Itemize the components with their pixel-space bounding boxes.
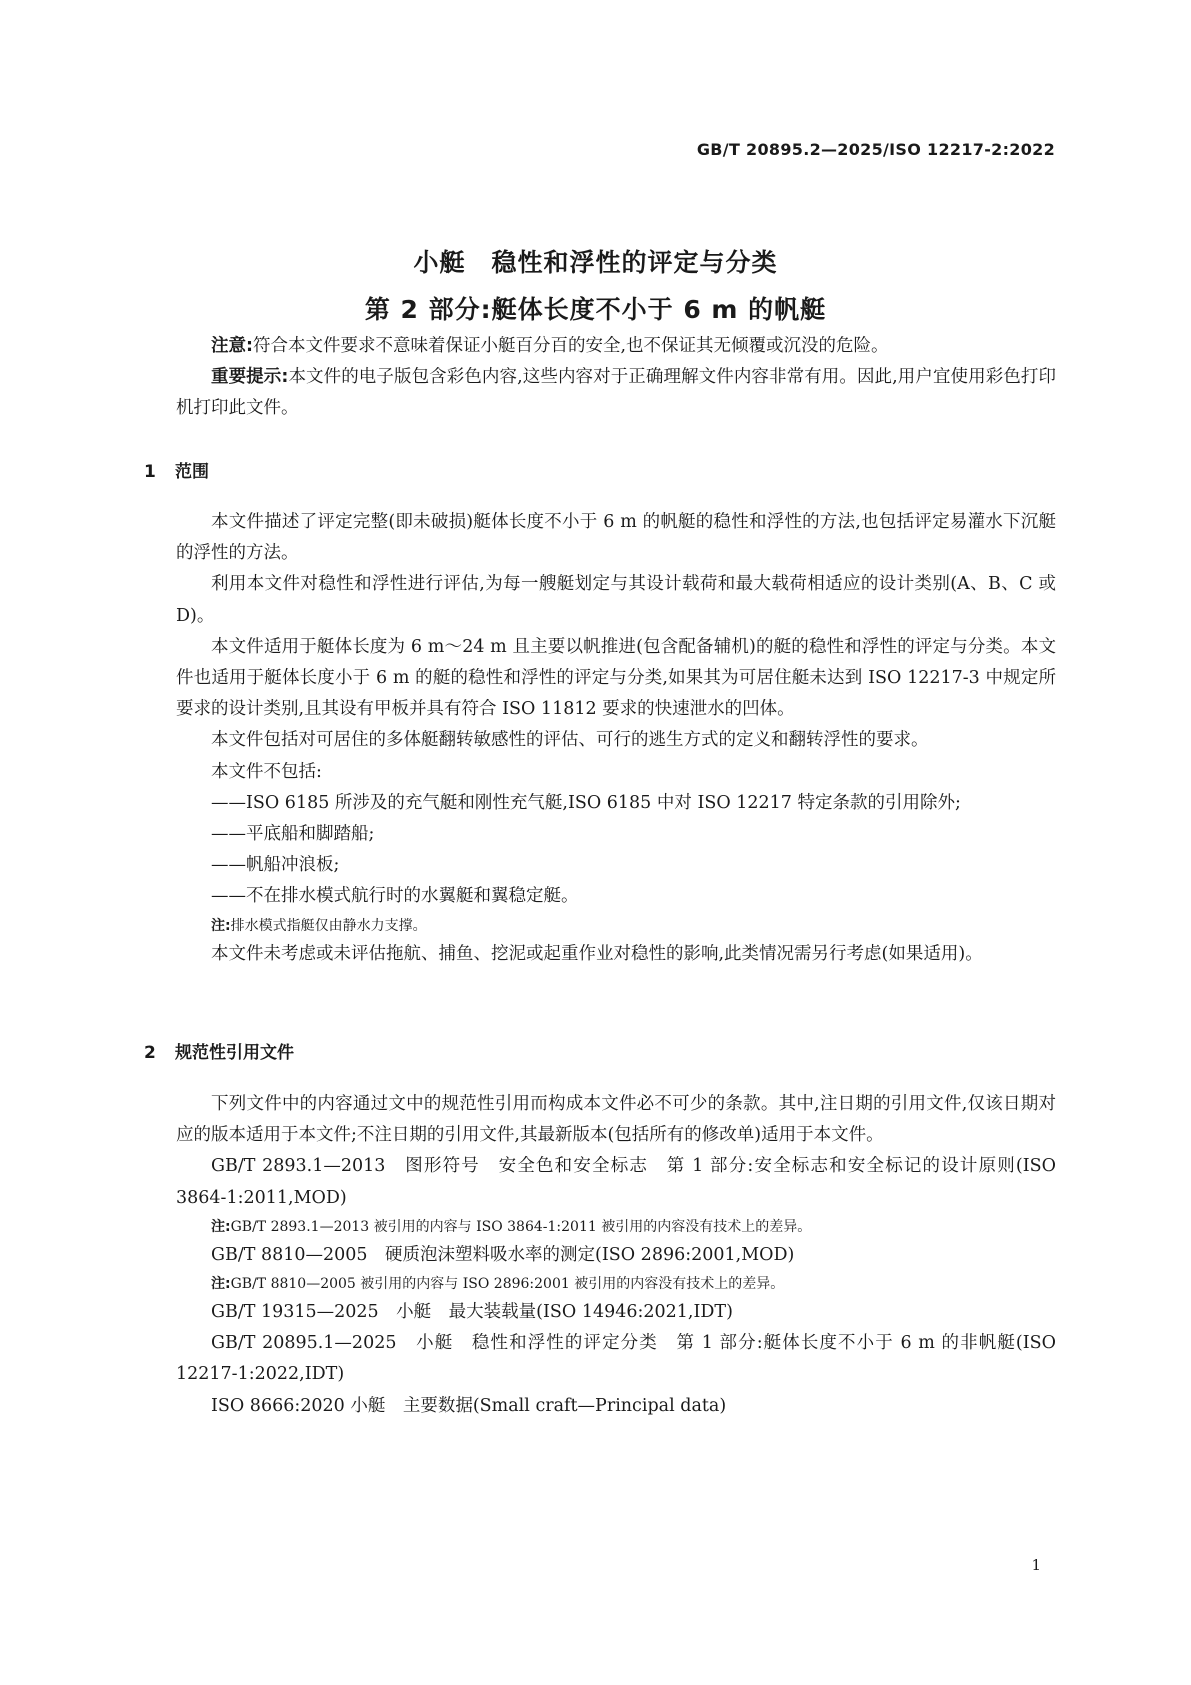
reference-2-note-text: GB/T 8810—2005 被引用的内容与 ISO 2896:2001 被引用的内容没有技术上的差异。 [230, 1276, 785, 1293]
section1-paragraph-3: 本文件适用于艇体长度为 6 m～24 m 且主要以帆推进(包含配备辅机)的艇的稳性和浮性的评定与分类。本文件也适用于艇体长度小于 6 m 的艇的稳性和浮性的评定与分类,如果其为可居住艇未达到 ISO 12217-3 中规定所要求的设计类别,且其设有甲板并具有符合 ISO 11812 要求的快速泄水的凹体。 [176, 636, 1056, 720]
notice-paragraph [176, 331, 1056, 362]
intro-block [176, 331, 1056, 425]
reference-2-note-label: 注: [211, 1276, 231, 1293]
document-title-line2: 第 2 部分:艇体长度不小于 6 m 的帆艇 [364, 295, 827, 324]
exclusion-item-1: ——ISO 6185 所涉及的充气艇和刚性充气艇,ISO 6185 中对 ISO 12217 特定条款的引用除外; [211, 792, 961, 813]
section1-note-text: 排水模式指艇仅由静水力支撑。 [230, 917, 427, 934]
exclusion-item-3: ——帆船冲浪板; [211, 855, 340, 876]
reference-5: ISO 8666:2020 小艇 主要数据(Small craft—Principal data) [211, 1395, 727, 1416]
reference-4: GB/T 20895.1—2025 小艇 稳性和浮性的评定分类 第 1 部分:艇体长度不小于 6 m 的非帆艇(ISO 12217-1:2022,IDT) [176, 1333, 1056, 1385]
important-text: 本文件的电子版包含彩色内容,这些内容对于正确理解文件内容非常有用。因此,用户宜使用彩色打印机打印此文件。 [176, 367, 1056, 419]
notice-text: 符合本文件要求不意味着保证小艇百分百的安全,也不保证其无倾覆或沉没的危险。 [253, 336, 889, 356]
section2-title: 规范性引用文件 [175, 1043, 294, 1063]
section2-number: 2 [144, 1043, 156, 1063]
document-code: GB/T 20895.2—2025/ISO 12217-2:2022 [696, 140, 1055, 159]
important-label: 重要提示: [211, 367, 289, 388]
section2-body [176, 1089, 1056, 1422]
exclusion-item-2: ——平底船和脚踏船; [211, 824, 375, 845]
section1-paragraph-2: 利用本文件对稳性和浮性进行评估,为每一艘艇划定与其设计载荷和最大载荷相适应的设计类别(A、B、C 或 D)。 [176, 574, 1056, 626]
section2-paragraph-1: 下列文件中的内容通过文中的规范性引用而构成本文件必不可少的条款。其中,注日期的引用文件,仅该日期对应的版本适用于本文件;不注日期的引用文件,其最新版本(包括所有的修改单)适用于本文件。 [176, 1094, 1056, 1146]
reference-2: GB/T 8810—2005 硬质泡沫塑料吸水率的测定(ISO 2896:2001,MOD) [211, 1244, 795, 1265]
section2-heading [144, 1038, 294, 1063]
reference-2-note [176, 1271, 1056, 1297]
page-number: 1 [1031, 1556, 1041, 1574]
document-title-line1: 小艇 稳性和浮性的评定与分类 [413, 248, 778, 277]
reference-1: GB/T 2893.1—2013 图形符号 安全色和安全标志 第 1 部分:安全标志和安全标记的设计原则(ISO 3864-1:2011,MOD) [176, 1156, 1056, 1208]
notice-label: 注意: [211, 336, 253, 356]
reference-1-note-text: GB/T 2893.1—2013 被引用的内容与 ISO 3864-1:2011 被引用的内容没有技术上的差异。 [230, 1218, 812, 1235]
section1-body [176, 507, 1056, 970]
reference-1-note [176, 1214, 1056, 1240]
exclusion-item-4: ——不在排水模式航行时的水翼艇和翼稳定艇。 [211, 886, 579, 907]
section1-paragraph-5: 本文件不包括: [211, 761, 322, 782]
section1-note-label: 注: [211, 917, 231, 934]
section1-paragraph-1: 本文件描述了评定完整(即未破损)艇体长度不小于 6 m 的帆艇的稳性和浮性的方法,也包括评定易灌水下沉艇的浮性的方法。 [176, 512, 1056, 564]
section1-paragraph-6: 本文件未考虑或未评估拖航、捕鱼、挖泥或起重作业对稳性的影响,此类情况需另行考虑(如果适用)。 [211, 943, 983, 964]
section1-title: 范围 [175, 462, 209, 482]
reference-3: GB/T 19315—2025 小艇 最大装载量(ISO 14946:2021,IDT) [211, 1302, 733, 1323]
section1-note [176, 913, 1056, 939]
section1-heading [144, 457, 209, 482]
important-paragraph [176, 362, 1056, 424]
reference-1-note-label: 注: [211, 1218, 231, 1235]
section1-paragraph-4: 本文件包括对可居住的多体艇翻转敏感性的评估、可行的逃生方式的定义和翻转浮性的要求。 [211, 730, 929, 751]
section1-number: 1 [144, 462, 156, 482]
